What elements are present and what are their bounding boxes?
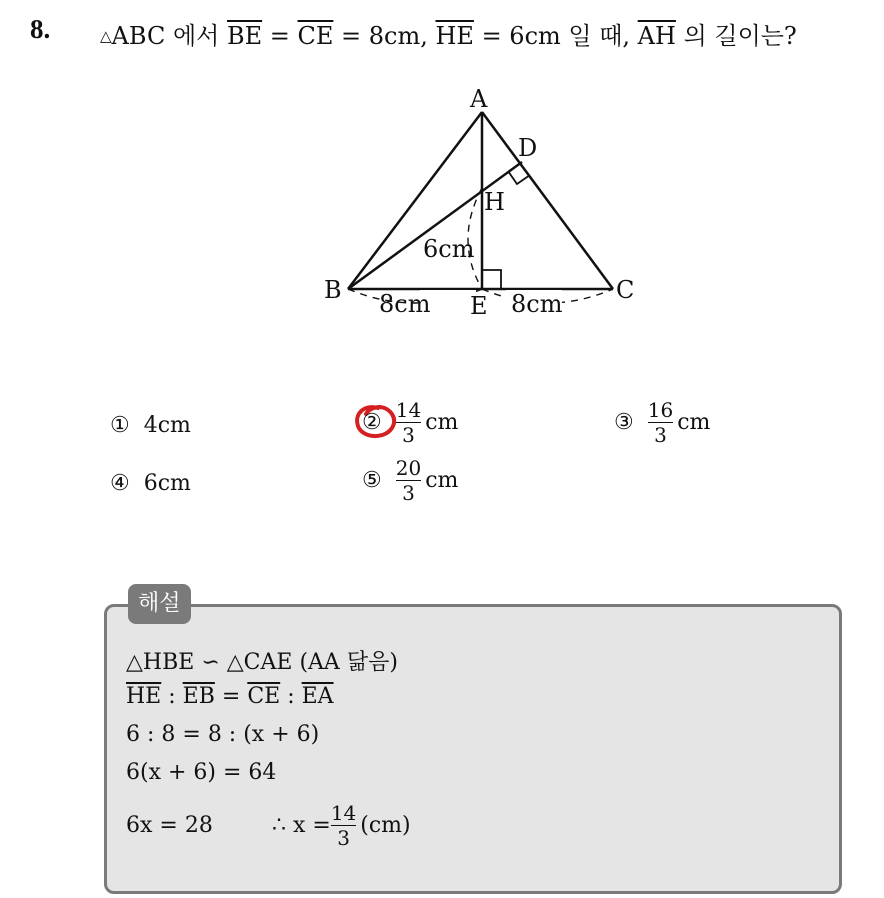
choice-2[interactable] (362, 399, 458, 446)
numerator: 16 (647, 398, 674, 422)
denominator: 3 (337, 826, 350, 850)
equals: = (214, 684, 248, 709)
numerator: 14 (395, 398, 422, 422)
triangle-cae: △CAE (226, 650, 293, 675)
label-c: C (616, 276, 635, 304)
similar-symbol: ∽ (194, 650, 227, 675)
numerator: 14 (330, 801, 357, 825)
label-he-length: 6cm (423, 235, 475, 263)
equation-6x: 6x = 28 (126, 813, 213, 838)
label-b: B (324, 276, 342, 304)
choice-unit: cm (677, 410, 711, 435)
text: 에서 (165, 22, 227, 50)
label-a: A (470, 85, 488, 113)
choice-marker: ② (362, 410, 382, 435)
segment-eb: $\overline{EB}$ (182, 684, 215, 709)
choice-marker: ⑤ (362, 468, 382, 493)
choice-3[interactable] (614, 399, 710, 446)
ratio-colon: : (161, 684, 183, 709)
solution-line-1 (126, 645, 398, 676)
choice-unit: cm (425, 410, 459, 435)
solution-line-5 (126, 802, 411, 849)
label-ec-length: 8cm (511, 290, 563, 318)
solution-line-2 (126, 684, 334, 709)
choice-1[interactable] (110, 413, 191, 438)
solution-tag: 해설 (128, 584, 191, 624)
solution-line-4: 6(x + 6) = 64 (126, 760, 277, 785)
denominator: 3 (402, 423, 415, 447)
choice-marker: ④ (110, 471, 130, 496)
triangle-name: ABC (111, 22, 166, 50)
choice-marker: ① (110, 413, 130, 438)
triangle-symbol: △ (100, 27, 112, 45)
triangle-hbe: △HBE (126, 650, 195, 675)
equals: = (262, 22, 298, 50)
triangle-figure (310, 82, 650, 322)
segment-he: $\overline{HE}$ (435, 22, 474, 50)
denominator: 3 (654, 423, 667, 447)
segment-he: $\overline{HE}$ (126, 684, 162, 709)
denominator: 3 (402, 481, 415, 505)
question-text (100, 16, 797, 51)
label-h: H (484, 188, 505, 216)
segment-ce: $\overline{CE}$ (247, 684, 281, 709)
choice-marker: ③ (614, 410, 634, 435)
segment-be: $\overline{BE}$ (226, 22, 263, 50)
right-angle-e (482, 270, 501, 289)
label-d: D (518, 134, 538, 162)
choice-4[interactable] (110, 471, 191, 496)
question-number: 8. (30, 14, 51, 44)
choice-unit: cm (425, 468, 459, 493)
numerator: 20 (395, 456, 422, 480)
given-length-2: = 6cm 일 때, (473, 22, 638, 50)
therefore-x: ∴ x = (272, 813, 331, 838)
fraction (331, 802, 356, 849)
label-e: E (470, 292, 488, 320)
segment-ah: $\overline{AH}$ (637, 22, 676, 50)
ratio-colon-2: : (280, 684, 302, 709)
solution-line-3: 6 : 8 = 8 : (x + 6) (126, 722, 320, 747)
segment-ce: $\overline{CE}$ (297, 22, 334, 50)
similarity-reason: (AA 닮음) (292, 650, 398, 675)
choice-value: 4cm (143, 413, 191, 438)
given-length: = 8cm, (333, 22, 436, 50)
question-ask: 의 길이는? (675, 22, 797, 50)
choice-value: 6cm (143, 471, 191, 496)
label-be-length: 8cm (379, 290, 431, 318)
unit: (cm) (360, 813, 411, 838)
fraction (396, 457, 421, 504)
fraction (648, 399, 673, 446)
fraction (396, 399, 421, 446)
choice-5[interactable] (362, 457, 458, 504)
segment-ea: $\overline{EA}$ (301, 684, 334, 709)
